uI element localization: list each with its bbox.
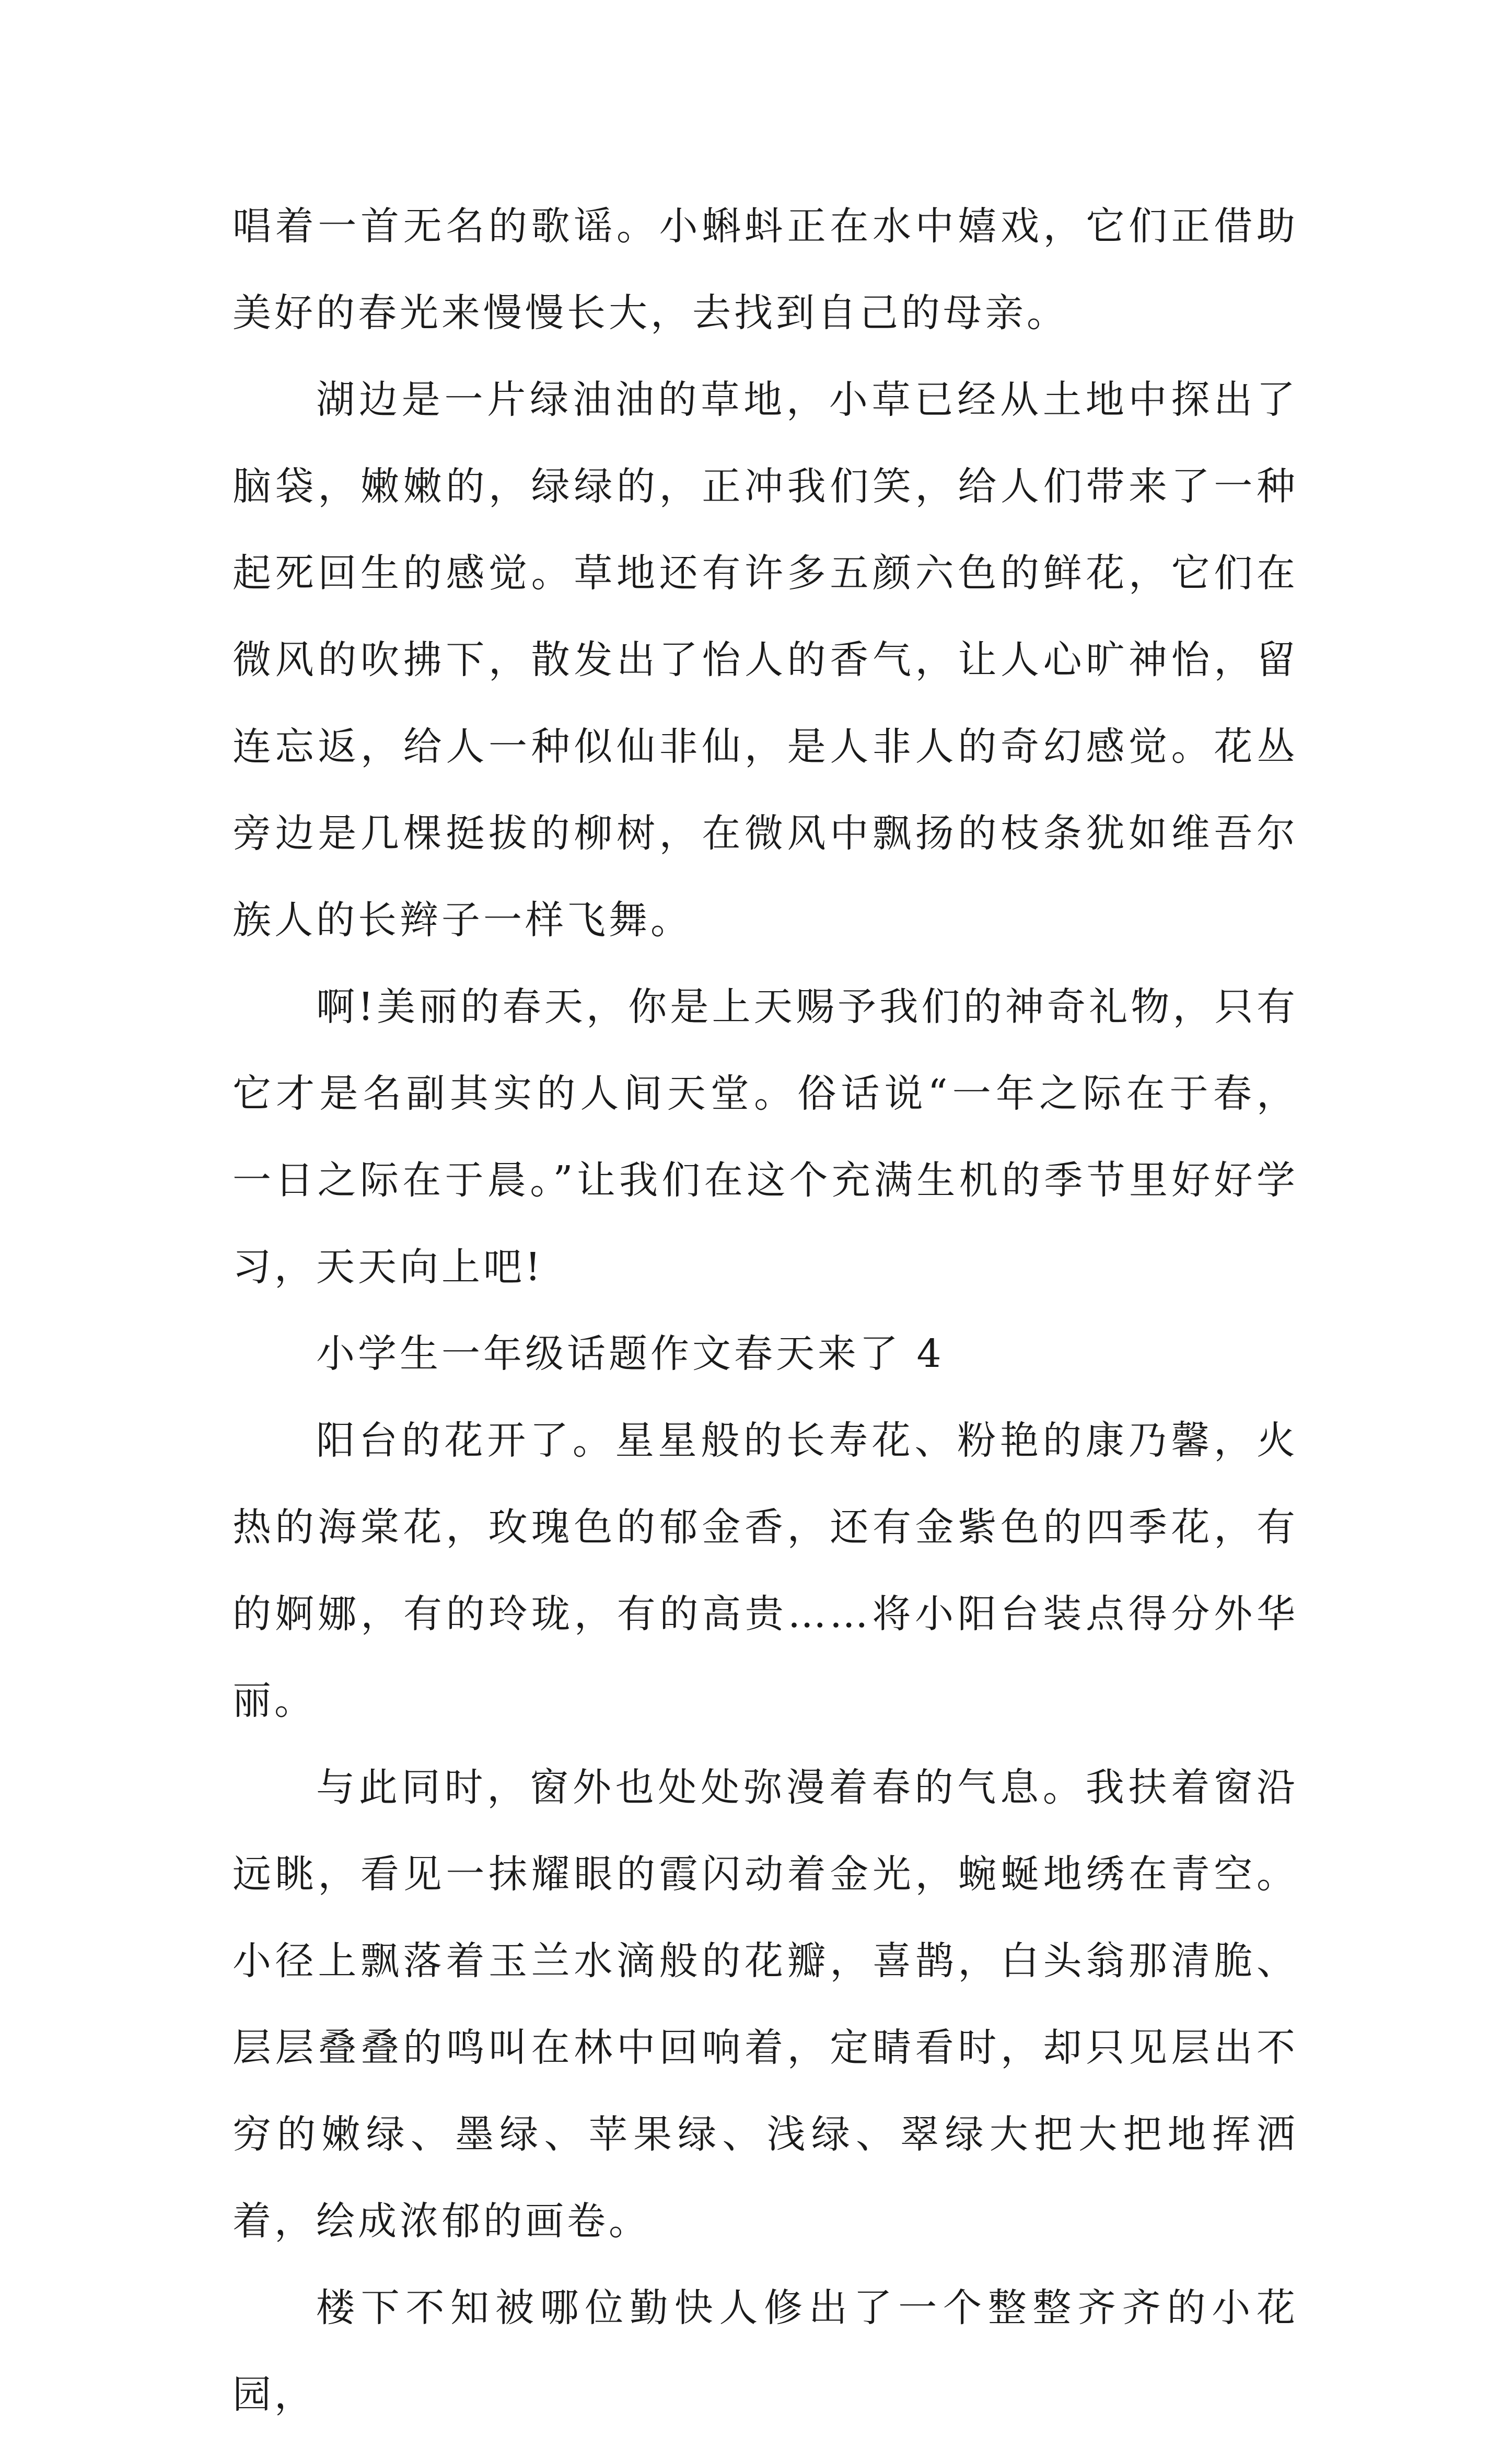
section-heading: 小学生一年级话题作文春天来了 4 [316, 1331, 945, 1376]
paragraph: 楼下不知被哪位勤快人修出了一个整整齐齐的小花园， [232, 2285, 1298, 2417]
document-body [232, 183, 1298, 2438]
paragraph: 与此同时，窗外也处处弥漫着春的气息。我扶着窗沿远眺，看见一抹耀眼的霞闪动着金光，蜿蜒地绣在青空。小径上飘落着玉兰水滴般的花瓣，喜鹊，白头翁那清脆、层层叠叠的鸣叫在林中回响着，定睛看时，却只见层出不穷的嫩绿、墨绿、苹果绿、浅绿、翠绿大把大把地挥洒着，绘成浓郁的画卷。 [232, 1765, 1298, 2244]
paragraph: 湖边是一片绿油油的草地，小草已经从土地中探出了脑袋，嫩嫩的，绿绿的，正冲我们笑，给人们带来了一种起死回生的感觉。草地还有许多五颜六色的鲜花，它们在微风的吹拂下，散发出了怡人的香气，让人心旷神怡，留连忘返，给人一种似仙非仙，是人非人的奇幻感觉。花丛旁边是几棵挺拔的柳树，在微风中飘扬的枝条犹如维吾尔族人的长辫子一样飞舞。 [232, 377, 1298, 943]
paragraph: 唱着一首无名的歌谣。小蝌蚪正在水中嬉戏，它们正借助美好的春光来慢慢长大，去找到自己的母亲。 [232, 204, 1298, 335]
paragraph: 啊!美丽的春天，你是上天赐予我们的神奇礼物，只有它才是名副其实的人间天堂。俗话说“一年之际在于春，一日之际在于晨。”让我们在这个充满生机的季节里好好学习，天天向上吧! [232, 984, 1298, 1290]
paragraph: 阳台的花开了。星星般的长寿花、粉艳的康乃馨，火热的海棠花，玫瑰色的郁金香，还有金紫色的四季花，有的婀娜，有的玲珑，有的高贵……将小阳台装点得分外华丽。 [232, 1418, 1298, 1723]
